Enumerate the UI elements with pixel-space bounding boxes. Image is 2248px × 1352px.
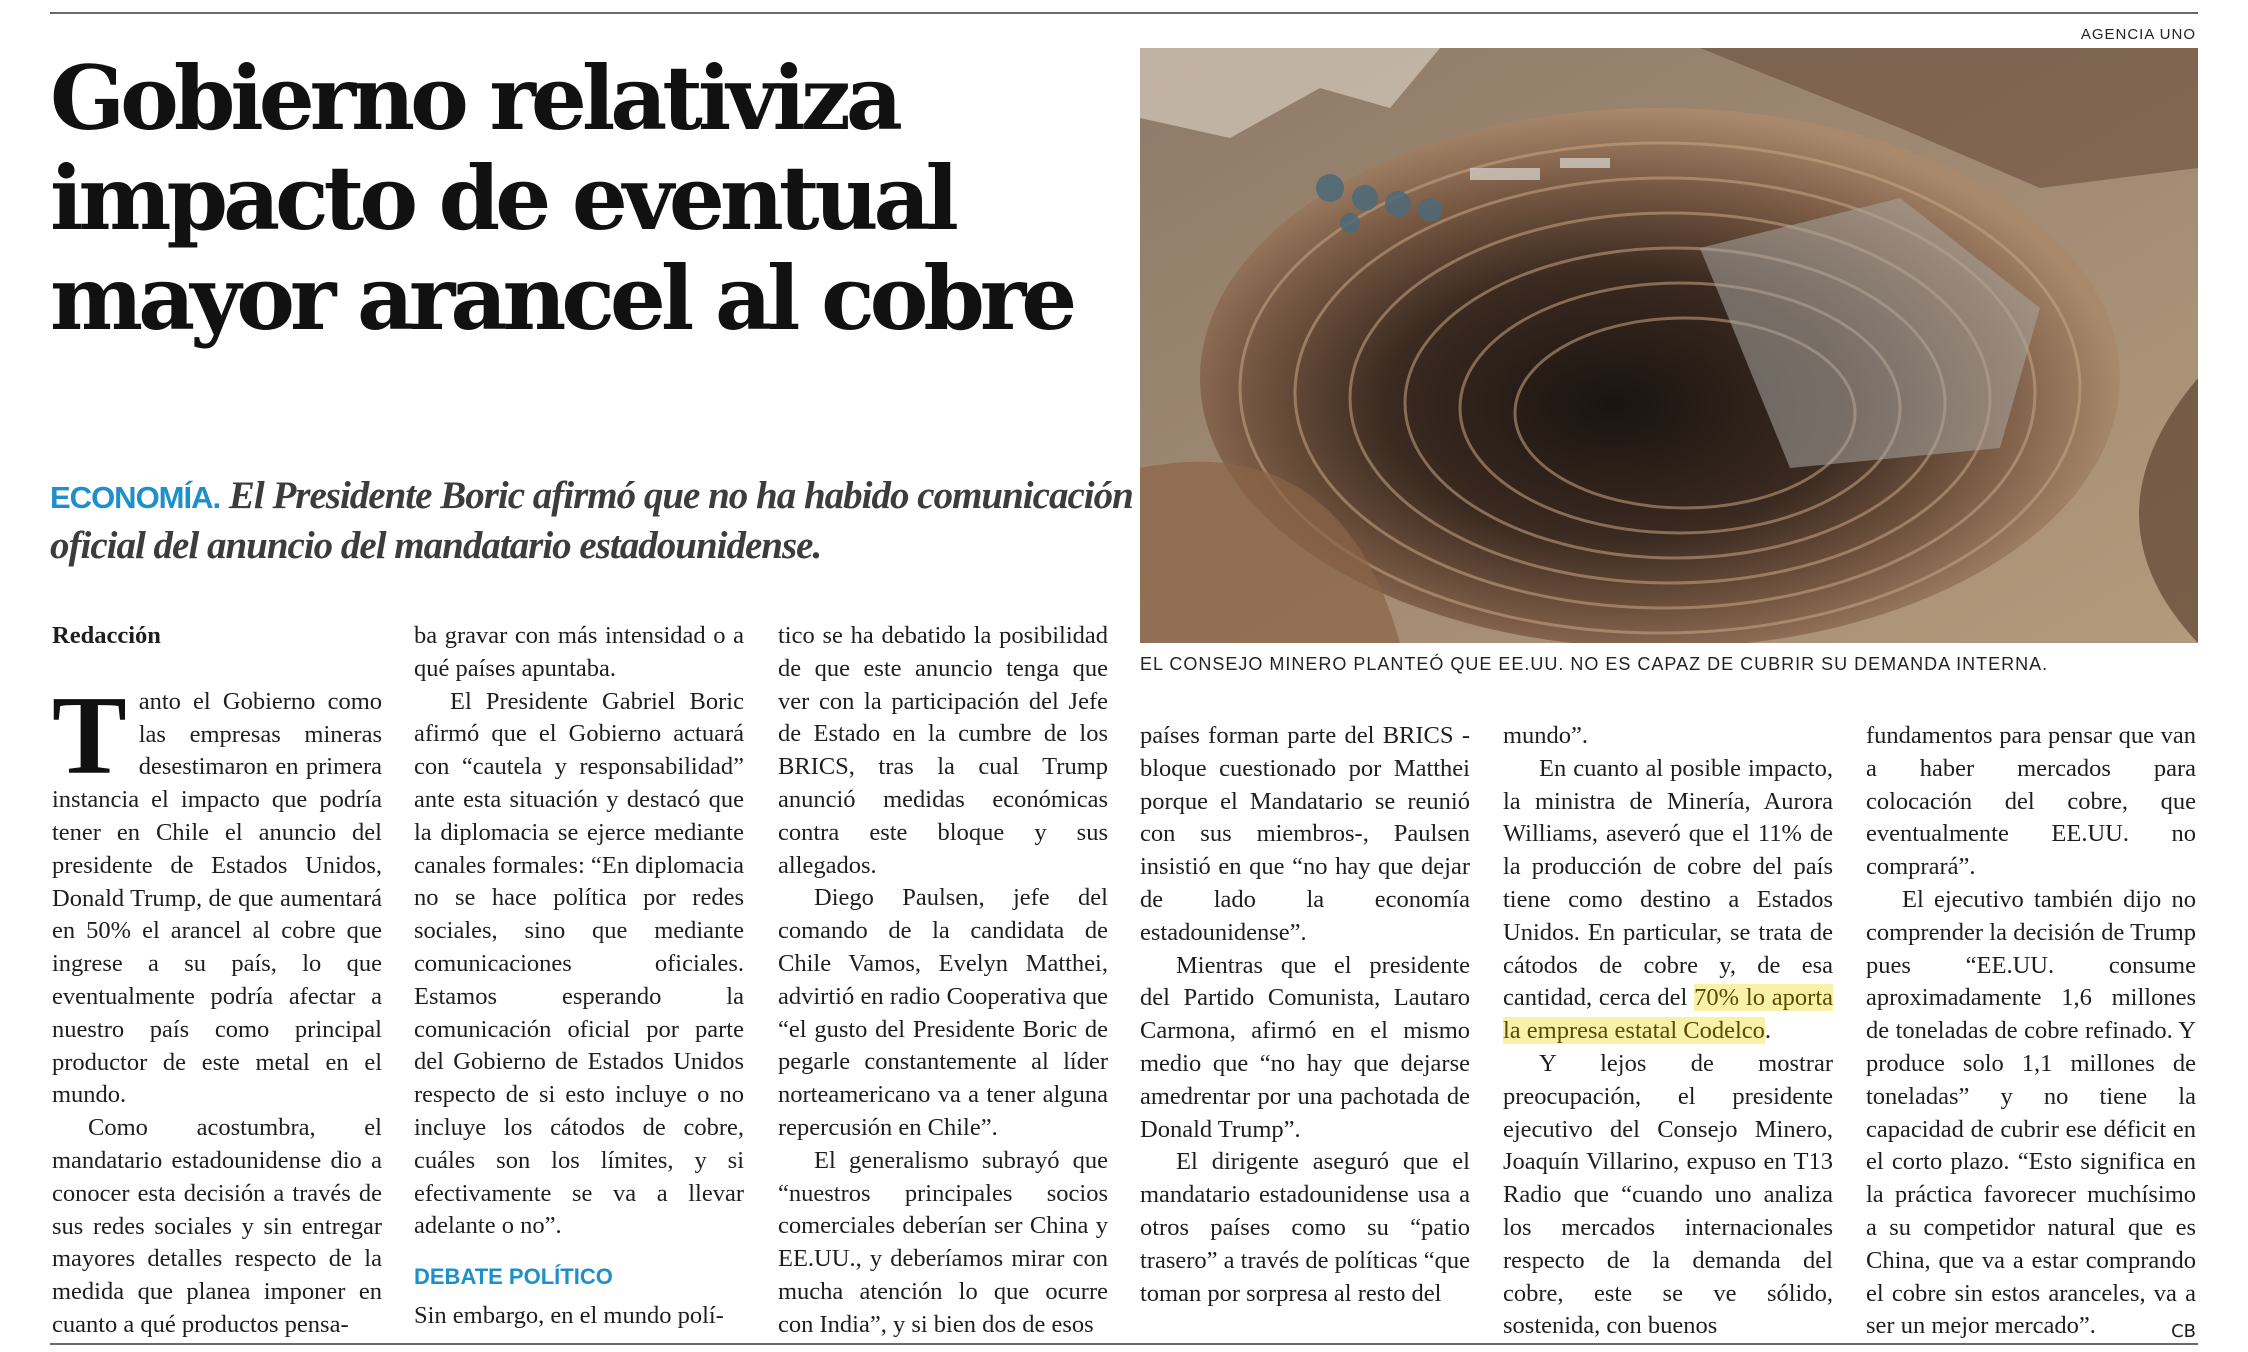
paragraph-text: En cuanto al posible impacto, la ministra de Minería, Aurora Williams, aseveró que el 11% de la producción de cobre del país tiene como destino a Estados Unidos. En particular, se trata de cátodos de cobre y, de esa cantidad, cerca del xyxy=(1503,754,1833,1012)
article-column-5 xyxy=(1503,720,1833,1343)
paragraph: Como acostumbra, el mandatario estadounidense dio a conocer esta decisión a través de sus redes sociales y sin entregar mayores detalles respecto de la medida que planea imponer en cuanto a qué productos pensa- xyxy=(52,1114,382,1338)
end-mark: CB xyxy=(2171,1321,2196,1343)
photo-caption: EL CONSEJO MINERO PLANTEÓ QUE EE.UU. NO ES CAPAZ DE CUBRIR SU DEMANDA INTERNA. xyxy=(1140,654,2049,674)
paragraph: ba gravar con más intensidad o a qué países apuntaba. xyxy=(414,622,744,682)
article-column-4 xyxy=(1140,720,1470,1310)
paragraph: países forman parte del BRICS - bloque cuestionado por Matthei porque el Mandatario se reunió con sus miembros-, Paulsen insistió en que “no hay que dejar de lado la economía estadounidense”. xyxy=(1140,722,1470,946)
headline xyxy=(50,48,1140,348)
paragraph-text: anto el Gobierno como las empresas mineras desestimaron en primera instancia el impacto que podría tener en Chile el anuncio del presidente de Estados Unidos, Donald Trump, de que aumentará en 50% el arancel al cobre que ingrese a su país, lo que eventualmente podría afectar a nuestro país como principal productor de este metal en el mundo. xyxy=(52,687,382,1109)
deck-text: El Presidente Boric afirmó que no ha habido comunicación oficial del anuncio del mandatario estadounidense. xyxy=(50,474,1133,567)
paragraph: Mientras que el presidente del Partido Comunista, Lautaro Carmona, afirmó en el mismo medio que “no hay que dejarse amedrentar por una pachotada de Donald Trump”. xyxy=(1140,951,1470,1143)
paragraph-text: . xyxy=(1764,1017,1772,1045)
subhead: DEBATE POLÍTICO xyxy=(414,1264,613,1290)
paragraph-text: El ejecutivo también dijo no comprender la decisión de Trump pues “EE.UU. consume aproximadamente 1,6 millones de toneladas de cobre refinado. Y produce solo 1,1 millones de toneladas” y no tiene la capacidad de cubrir ese déficit en el corto plazo. “Esto significa en la práctica favorecer muchísimo a su competidor natural que es China, que va a estar comprando el cobre sin estos aranceles, va a ser un mejor mercado”. xyxy=(1866,885,2196,1340)
article-column-6 xyxy=(1866,720,2196,1349)
article-column-1 xyxy=(52,620,382,1342)
open-pit-mine-image xyxy=(1140,48,2198,643)
paragraph: Y lejos de mostrar preocupación, el presidente ejecutivo del Consejo Minero, Joaquín Villarino, expuso en T13 Radio que “cuando uno analiza los mercados internacionales respecto de la demanda del cobre, este se ve sólido, sostenida, con buenos xyxy=(1503,1049,1833,1340)
section-kicker: ECONOMÍA. xyxy=(50,480,221,515)
headline-line-3: mayor arancel al cobre xyxy=(50,246,1073,350)
top-rule xyxy=(50,12,2198,14)
paragraph: fundamentos para pensar que van a haber mercados para colocación del cobre, que eventualmente EE.UU. no comprará”. xyxy=(1866,722,2196,881)
photo-credit: AGENCIA UNO xyxy=(2080,26,2196,43)
headline-line-2: impacto de eventual xyxy=(50,146,954,250)
paragraph xyxy=(1503,753,1833,1048)
highlighted-text: 70% lo aporta la empresa estatal Codelco xyxy=(1503,984,1833,1045)
paragraph xyxy=(52,673,382,1112)
paragraph: tico se ha debatido la posibilidad de que este anuncio tenga que ver con la participación del Jefe de Estado en la cumbre de los BRICS, tras la cual Trump anunció medidas económicas contra este bloque y sus allegados. xyxy=(778,622,1108,879)
paragraph: Diego Paulsen, jefe del comando de la candidata de Chile Vamos, Evelyn Matthei, advirtió en radio Cooperativa que “el gusto del Presidente Boric de pegarle constantemente al líder norteamericano va a tener alguna repercusión en Chile”. xyxy=(778,884,1108,1141)
paragraph: El dirigente aseguró que el mandatario estadounidense usa a otros países como su “patio trasero” a través de políticas “que toman por sorpresa al resto del xyxy=(1140,1148,1470,1307)
byline: Redacción xyxy=(52,622,161,649)
mine-photo xyxy=(1140,48,2198,643)
paragraph: Sin embargo, en el mundo polí- xyxy=(414,1301,724,1329)
drop-cap: T xyxy=(52,673,127,798)
paragraph: El generalismo subrayó que “nuestros principales socios comerciales deberían ser China y EE.UU., y deberíamos mirar con mucha atención lo que ocurre con India”, y si bien dos de esos xyxy=(778,1146,1108,1338)
paragraph: El Presidente Gabriel Boric afirmó que el Gobierno actuará con “cautela y responsabilidad” ante esta situación y destacó que la diplomacia se ejerce mediante canales formales: “En diplomacia no se hace política por redes sociales, sino que mediante comunicaciones oficiales. Estamos esperando la comunicación oficial por parte del Gobierno de Estados Unidos respecto de si esto incluye o no incluye los cátodos de cobre, cuáles son los límites, y si efectivamente se va a llevar adelante o no”. xyxy=(414,687,744,1240)
paragraph: mundo”. xyxy=(1503,722,1589,749)
headline-line-1: Gobierno relativiza xyxy=(50,46,898,150)
deck xyxy=(50,472,1140,570)
paragraph xyxy=(1866,884,2196,1343)
article-column-2 xyxy=(414,620,744,1333)
article-column-3 xyxy=(778,620,1108,1342)
bottom-rule xyxy=(50,1343,2198,1345)
